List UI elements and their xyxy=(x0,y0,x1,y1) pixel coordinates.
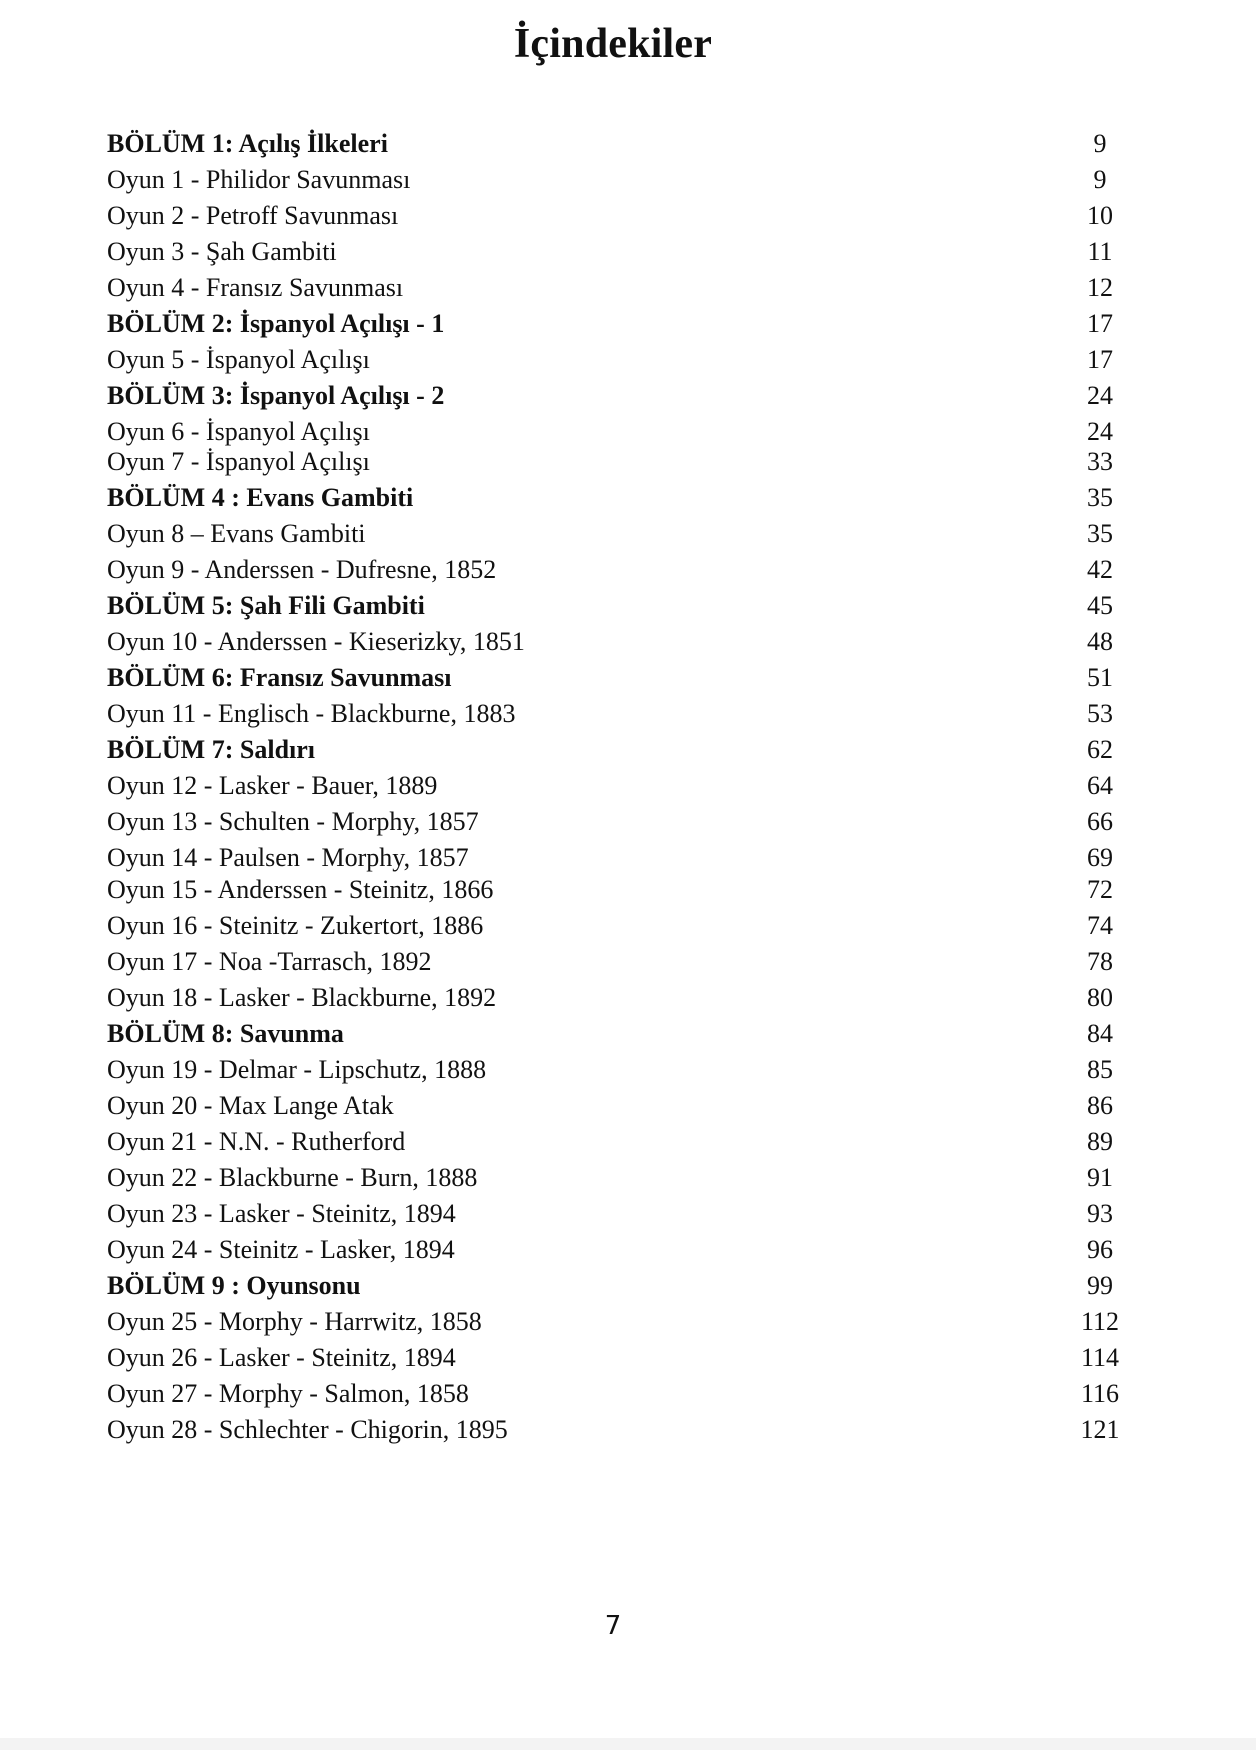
entry-title: Oyun 19 - Delmar - Lipschutz, 1888 xyxy=(107,1055,487,1084)
toc-chapter-row xyxy=(0,732,1256,768)
entry-page-number: 78 xyxy=(1087,947,1113,976)
toc-entry-row xyxy=(0,872,1256,908)
chapter-title: BÖLÜM 5: Şah Fili Gambiti xyxy=(107,591,425,620)
entry-page-number: 99 xyxy=(1087,1271,1113,1300)
entry-page-number: 17 xyxy=(1087,309,1113,338)
entry-title: Oyun 9 - Anderssen - Dufresne, 1852 xyxy=(107,555,497,584)
toc-entry-row xyxy=(0,1160,1256,1196)
entry-title: Oyun 8 – Evans Gambiti xyxy=(107,519,366,548)
toc-chapter-row xyxy=(0,126,1256,162)
entry-page-number: 11 xyxy=(1087,237,1113,266)
chapter-title: BÖLÜM 7: Saldırı xyxy=(107,735,316,764)
toc-chapter-row xyxy=(0,378,1256,414)
entry-page-number: 72 xyxy=(1087,875,1113,904)
entry-title: Oyun 27 - Morphy - Salmon, 1858 xyxy=(107,1379,469,1408)
entry-page-number: 91 xyxy=(1087,1163,1113,1192)
entry-title: Oyun 7 - İspanyol Açılışı xyxy=(107,447,370,476)
toc-entry-row xyxy=(0,516,1256,552)
toc-entry-row xyxy=(0,342,1256,378)
entry-title: Oyun 1 - Philidor Savunması xyxy=(107,165,411,194)
entry-title: Oyun 3 - Şah Gambiti xyxy=(107,237,337,266)
chapter-title: BÖLÜM 2: İspanyol Açılışı - 1 xyxy=(107,309,445,338)
entry-title: Oyun 26 - Lasker - Steinitz, 1894 xyxy=(107,1343,456,1372)
entry-page-number: 84 xyxy=(1087,1019,1113,1048)
entry-title: Oyun 28 - Schlechter - Chigorin, 1895 xyxy=(107,1415,508,1444)
entry-page-number: 89 xyxy=(1087,1127,1113,1156)
entry-title: Oyun 20 - Max Lange Atak xyxy=(107,1091,394,1120)
chapter-title: BÖLÜM 9 : Oyunsonu xyxy=(107,1271,361,1300)
entry-page-number: 64 xyxy=(1087,771,1113,800)
entry-title: Oyun 22 - Blackburne - Burn, 1888 xyxy=(107,1163,478,1192)
entry-page-number: 69 xyxy=(1087,843,1113,872)
toc-entry-row xyxy=(0,1232,1256,1268)
chapter-title: BÖLÜM 3: İspanyol Açılışı - 2 xyxy=(107,381,445,410)
entry-page-number: 24 xyxy=(1087,381,1113,410)
bottom-edge xyxy=(0,1738,1256,1750)
entry-title: Oyun 14 - Paulsen - Morphy, 1857 xyxy=(107,843,469,872)
page-title: İçindekiler xyxy=(513,21,713,67)
entry-title: Oyun 25 - Morphy - Harrwitz, 1858 xyxy=(107,1307,482,1336)
entry-page-number: 86 xyxy=(1087,1091,1113,1120)
entry-page-number: 96 xyxy=(1087,1235,1113,1264)
toc-entry-row xyxy=(0,444,1256,480)
entry-page-number: 121 xyxy=(1080,1415,1120,1444)
entry-page-number: 74 xyxy=(1087,911,1113,940)
toc-chapter-row xyxy=(0,480,1256,516)
entry-page-number: 114 xyxy=(1080,1343,1120,1372)
toc-entry-row xyxy=(0,1196,1256,1232)
entry-page-number: 45 xyxy=(1087,591,1113,620)
entry-title: Oyun 2 - Petroff Savunması xyxy=(107,201,399,230)
toc-entry-row xyxy=(0,1124,1256,1160)
toc-entry-row xyxy=(0,1052,1256,1088)
entry-page-number: 112 xyxy=(1080,1307,1120,1336)
toc-chapter-row xyxy=(0,1268,1256,1304)
toc-entry-row xyxy=(0,840,1256,876)
toc-chapter-row xyxy=(0,660,1256,696)
chapter-title: BÖLÜM 4 : Evans Gambiti xyxy=(107,483,414,512)
toc-chapter-row xyxy=(0,1016,1256,1052)
entry-page-number: 53 xyxy=(1087,699,1113,728)
toc-entry-row xyxy=(0,696,1256,732)
entry-title: Oyun 23 - Lasker - Steinitz, 1894 xyxy=(107,1199,456,1228)
toc-entry-row xyxy=(0,1304,1256,1340)
entry-title: Oyun 15 - Anderssen - Steinitz, 1866 xyxy=(107,875,494,904)
entry-title: Oyun 10 - Anderssen - Kieserizky, 1851 xyxy=(107,627,525,656)
toc-entry-row xyxy=(0,980,1256,1016)
entry-page-number: 9 xyxy=(1093,165,1107,194)
page-number: 7 xyxy=(604,1611,622,1641)
entry-page-number: 33 xyxy=(1087,447,1113,476)
toc-entry-row xyxy=(0,234,1256,270)
toc-entry-row xyxy=(0,1088,1256,1124)
entry-page-number: 24 xyxy=(1087,417,1113,446)
entry-page-number: 93 xyxy=(1087,1199,1113,1228)
toc-entry-row xyxy=(0,944,1256,980)
toc-entry-row xyxy=(0,624,1256,660)
entry-title: Oyun 5 - İspanyol Açılışı xyxy=(107,345,370,374)
entry-page-number: 116 xyxy=(1080,1379,1120,1408)
entry-page-number: 17 xyxy=(1087,345,1113,374)
entry-page-number: 35 xyxy=(1087,483,1113,512)
toc-entry-row xyxy=(0,1340,1256,1376)
entry-title: Oyun 17 - Noa -Tarrasch, 1892 xyxy=(107,947,432,976)
toc-entry-row xyxy=(0,1412,1256,1448)
entry-title: Oyun 21 - N.N. - Rutherford xyxy=(107,1127,406,1156)
entry-page-number: 48 xyxy=(1087,627,1113,656)
entry-title: Oyun 11 - Englisch - Blackburne, 1883 xyxy=(107,699,516,728)
entry-page-number: 10 xyxy=(1087,201,1113,230)
entry-page-number: 12 xyxy=(1087,273,1113,302)
entry-title: Oyun 4 - Fransız Savunması xyxy=(107,273,404,302)
entry-page-number: 9 xyxy=(1093,129,1107,158)
entry-title: Oyun 12 - Lasker - Bauer, 1889 xyxy=(107,771,438,800)
toc-entry-row xyxy=(0,1376,1256,1412)
entry-page-number: 66 xyxy=(1087,807,1113,836)
toc-entry-row xyxy=(0,768,1256,804)
entry-title: Oyun 16 - Steinitz - Zukertort, 1886 xyxy=(107,911,484,940)
entry-page-number: 35 xyxy=(1087,519,1113,548)
chapter-title: BÖLÜM 8: Savunma xyxy=(107,1019,344,1048)
toc-entry-row xyxy=(0,552,1256,588)
entry-page-number: 62 xyxy=(1087,735,1113,764)
toc-entry-row xyxy=(0,908,1256,944)
toc-entry-row xyxy=(0,270,1256,306)
entry-page-number: 80 xyxy=(1087,983,1113,1012)
entry-title: Oyun 6 - İspanyol Açılışı xyxy=(107,417,370,446)
chapter-title: BÖLÜM 1: Açılış İlkeleri xyxy=(107,129,388,158)
entry-title: Oyun 24 - Steinitz - Lasker, 1894 xyxy=(107,1235,455,1264)
entry-page-number: 51 xyxy=(1087,663,1113,692)
toc-entry-row xyxy=(0,804,1256,840)
entry-title: Oyun 18 - Lasker - Blackburne, 1892 xyxy=(107,983,497,1012)
toc-entry-row xyxy=(0,198,1256,234)
entry-title: Oyun 13 - Schulten - Morphy, 1857 xyxy=(107,807,479,836)
entry-page-number: 85 xyxy=(1087,1055,1113,1084)
toc-chapter-row xyxy=(0,588,1256,624)
toc-chapter-row xyxy=(0,306,1256,342)
chapter-title: BÖLÜM 6: Fransız Savunması xyxy=(107,663,452,692)
entry-page-number: 42 xyxy=(1087,555,1113,584)
toc-entry-row xyxy=(0,162,1256,198)
